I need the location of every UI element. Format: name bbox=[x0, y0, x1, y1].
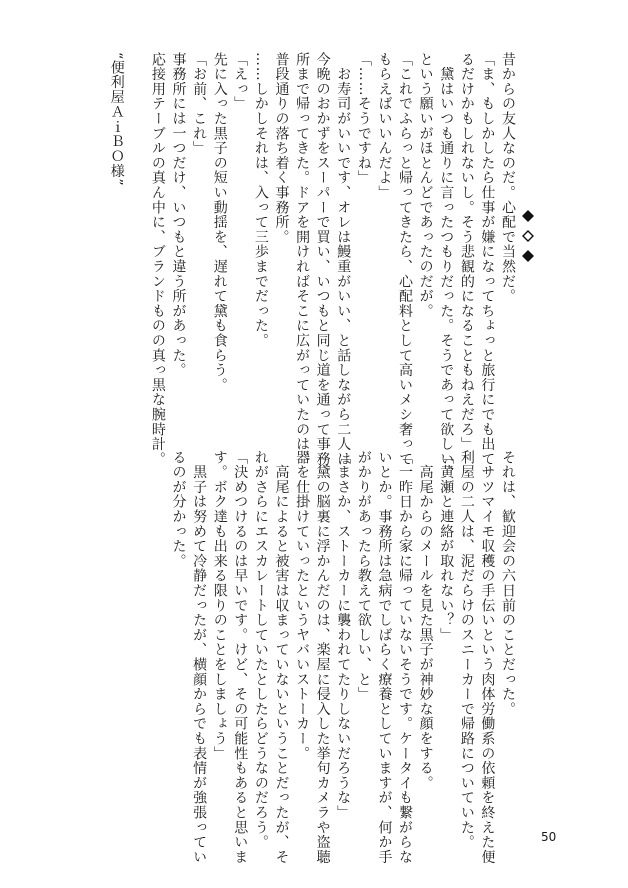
text-line: お寿司がいいです、オレは鰻重がいい、と話しながら二人は bbox=[335, 52, 352, 467]
text-line: 普段通りの落ち着く事務所。 bbox=[273, 52, 290, 245]
text-line: す。ボク達も出来る限りのことをしましょう」 bbox=[211, 450, 228, 761]
upper-text-block bbox=[106, 52, 518, 482]
diamond-icon bbox=[522, 210, 534, 222]
text-line: 器を仕掛けていったというヤバいストーカー。 bbox=[294, 450, 311, 761]
text-line: 「ま、もしかしたら仕事が嫌になってちょっと旅行にでも出て bbox=[479, 52, 496, 467]
scene-separator bbox=[518, 210, 538, 262]
text-line: 「黄瀬と連絡が取れない？」 bbox=[438, 450, 455, 643]
text-line: 「これでふらっと帰ってきたら、心配料として高いメシ奢って bbox=[397, 52, 414, 467]
text-line: 黛の脳裏に浮かんだのは、楽屋に侵入した挙句カメラや盗聴 bbox=[314, 450, 331, 865]
diamond-icon bbox=[522, 250, 534, 262]
text-line: るだけかもしれないし。そう悲観的になることもねえだろ」 bbox=[458, 52, 475, 452]
text-line: 「……そうですね」 bbox=[355, 52, 372, 186]
text-line: 「お前、これ」 bbox=[191, 52, 208, 156]
text-line: サツマイモ収穫の手伝いという肉体労働系の依頼を終えた便 bbox=[479, 450, 496, 865]
text-line: いとか。事務所は急病でしばらく療養としていますが、何か手 bbox=[376, 450, 393, 865]
text-line: 応接用テーブルの真ん中に、ブランドものの真っ黒な腕時計。 bbox=[149, 52, 166, 467]
text-line: るのが分かった。 bbox=[170, 450, 187, 569]
text-line: それは、歓迎会の六日前のことだった。 bbox=[500, 450, 516, 717]
diamond-outline-icon bbox=[522, 230, 534, 242]
text-line: 「えっ」 bbox=[232, 52, 249, 112]
text-line: 黒子は努めて冷静だったが、横顔からでも表情が強張ってい bbox=[191, 450, 208, 865]
text-line: 「まさか、ストーカーに襲われてたりしないだろうな」 bbox=[335, 450, 352, 820]
text-line: 高尾からのメールを見た黒子が神妙な顔をする。 bbox=[417, 450, 434, 791]
lower-text-block bbox=[168, 450, 518, 865]
text-line: 所まで帰ってきた。ドアを開ければそこに広がっていたのは、 bbox=[294, 52, 311, 467]
text-line: れがさらにエスカレートしていたとしたらどうなのだろう。 bbox=[252, 450, 269, 850]
text-line bbox=[127, 52, 148, 422]
text-line: 「一昨日から家に帰っていないそうです。ケータイも繋がらな bbox=[397, 450, 414, 865]
text-line: という願いがほとんどであったのだが。 bbox=[417, 52, 434, 319]
text-line: もらえばいいんだよ」 bbox=[376, 52, 393, 200]
text-line: 高尾によると被害は収まっていないということだったが、そ bbox=[273, 450, 290, 865]
text-line: “便利屋ＡｉＢＯ様” bbox=[108, 52, 125, 187]
text-line: がかりがあったら教えて欲しい、と」 bbox=[355, 450, 372, 702]
text-line: ……しかしそれは、入って三歩までだった。 bbox=[252, 52, 269, 348]
text-line: 黛はいつも通りに言ったつもりだった。そうであって欲しい、 bbox=[438, 52, 455, 482]
text-line: 事務所には一つだけ、いつもと違う所があった。 bbox=[170, 52, 187, 378]
text-line: 「決めつけるのは早いです。けど、その可能性もあると思いま bbox=[232, 450, 249, 865]
text-line: 今晩のおかずをスーパーで買い、いつもと同じ道を通って事務 bbox=[314, 52, 331, 467]
text-line: 利屋の二人は、泥だらけのスニーカーで帰路についていた。 bbox=[458, 450, 475, 850]
text-line: 昔からの友人なのだ。心配で当然だ。 bbox=[500, 52, 516, 304]
page-number: 50 bbox=[541, 830, 557, 844]
text-line: 先に入った黒子の短い動揺を、遅れて黛も食らう。 bbox=[211, 52, 228, 393]
